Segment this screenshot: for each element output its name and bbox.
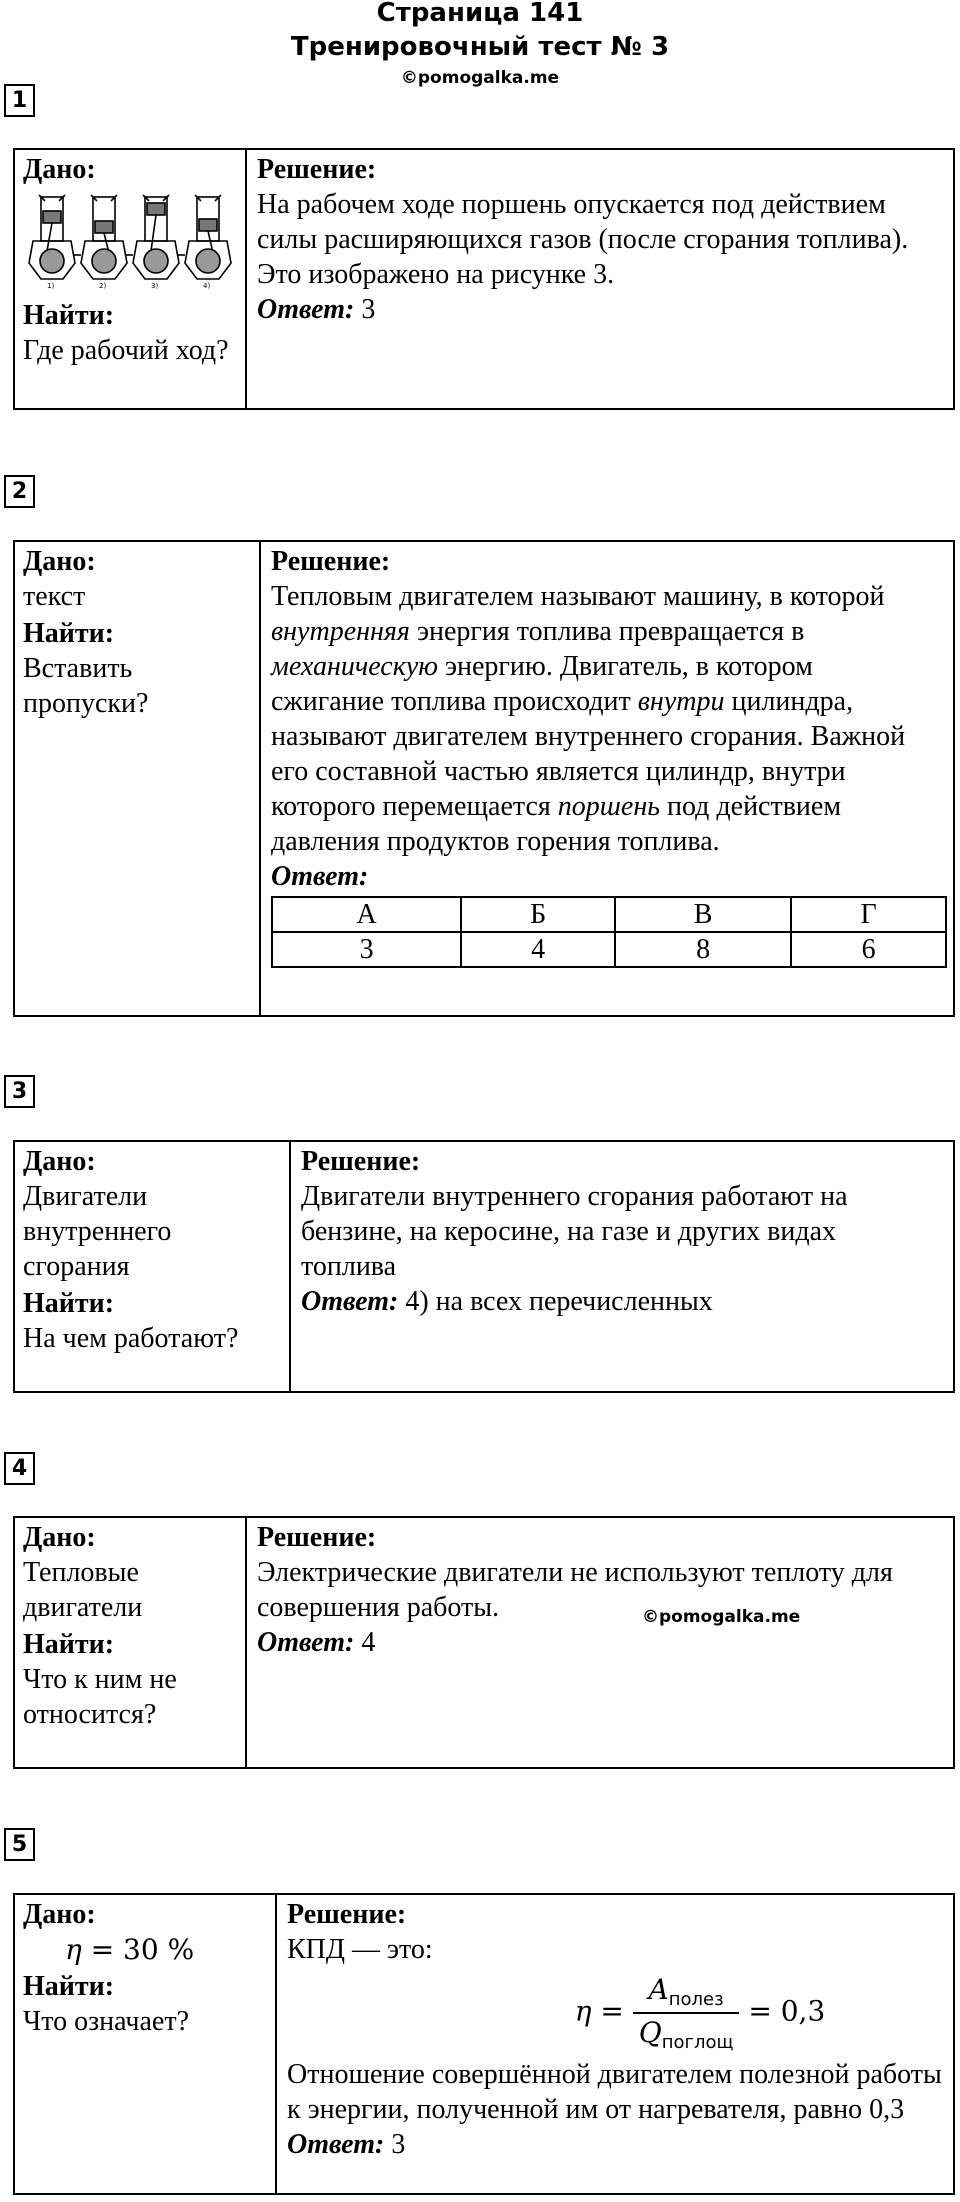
figure-label: 2)	[99, 282, 107, 289]
formula-rhs: = 0,3	[748, 1994, 826, 2028]
answer-value: 3	[361, 294, 376, 325]
given-label: Дано:	[23, 546, 96, 577]
table-cell: 4	[461, 932, 615, 967]
answer-value: 4	[361, 1627, 376, 1658]
efficiency-formula	[287, 1973, 943, 2053]
watermark: ©pomogalka.me	[400, 68, 560, 88]
formula-eq: =	[600, 1994, 624, 2028]
table-header-cell: А	[272, 897, 461, 932]
find-label: Найти:	[23, 1288, 115, 1319]
formula-lhs: η	[574, 1994, 592, 2028]
solution-column	[261, 542, 953, 1015]
answer-label: Ответ:	[257, 1627, 355, 1658]
table-header-cell: Г	[791, 897, 946, 932]
answer-label: Ответ:	[301, 1286, 399, 1317]
find-label: Найти:	[23, 618, 115, 649]
answer-line	[257, 292, 943, 327]
given-label: Дано:	[23, 1146, 96, 1177]
table-row	[272, 897, 946, 932]
solution-column	[291, 1142, 953, 1391]
solution-label: Решение:	[271, 546, 391, 577]
table-cell: 6	[791, 932, 946, 967]
find-text: Что к ним не относится?	[23, 1664, 177, 1730]
task-2-box	[13, 540, 955, 1017]
task-number: 3	[4, 1075, 35, 1108]
solution-text: На рабочем ходе поршень опускается под действием силы расширяющихся газов (после сгорания топлива). Это изображено на рисунке 3.	[257, 189, 909, 290]
answer-line	[271, 859, 943, 894]
find-text: Вставить пропуски?	[23, 653, 149, 719]
solution-column	[247, 1518, 953, 1767]
solution-label: Решение:	[257, 1522, 377, 1553]
task-number: 4	[4, 1452, 35, 1485]
solution-label: Решение:	[257, 154, 377, 185]
solution-label: Решение:	[301, 1146, 421, 1177]
find-text: На чем работают?	[23, 1323, 239, 1354]
task-number: 2	[4, 475, 35, 508]
solution-column	[277, 1895, 953, 2193]
formula-denominator-sub: поглощ	[661, 2032, 734, 2053]
answer-value: 3	[391, 2129, 406, 2160]
formula-fraction	[633, 1973, 740, 2053]
watermark: ©pomogalka.me	[642, 1607, 801, 1627]
answer-label: Ответ:	[287, 2129, 385, 2160]
given-column	[15, 1142, 291, 1391]
given-column	[15, 150, 247, 408]
answer-value: 4) на всех перечисленных	[405, 1286, 713, 1317]
task-number: 1	[4, 84, 35, 117]
table-header-cell: В	[615, 897, 791, 932]
answer-line	[287, 2127, 943, 2162]
find-label: Найти:	[23, 1629, 115, 1660]
find-text: Где рабочий ход?	[23, 335, 229, 366]
formula-denominator: Q	[638, 2016, 662, 2049]
answer-line	[301, 1284, 943, 1319]
solution-text: Отношение совершённой двигателем полезной работы к энергии, полученной им от нагревателя, равно 0,3	[287, 2059, 942, 2125]
solution-intro: КПД — это:	[287, 1934, 433, 1965]
find-text: Что означает?	[23, 2006, 190, 2037]
solution-column	[247, 150, 953, 408]
page-subtitle: Тренировочный тест № 3	[290, 32, 670, 62]
table-row	[272, 932, 946, 967]
solution-label: Решение:	[287, 1899, 407, 1930]
answer-label: Ответ:	[257, 294, 355, 325]
given-label: Дано:	[23, 1522, 96, 1553]
answer-label: Ответ:	[271, 861, 369, 892]
given-text: Двигатели внутреннего сгорания	[23, 1181, 172, 1282]
table-cell: 3	[272, 932, 461, 967]
answer-table	[271, 896, 947, 968]
task-3-box	[13, 1140, 955, 1393]
formula-numerator: A	[648, 1973, 669, 2006]
given-column	[15, 1895, 277, 2193]
given-column	[15, 542, 261, 1015]
page-title: Страница 141	[376, 0, 584, 28]
given-column	[15, 1518, 247, 1767]
find-label: Найти:	[23, 300, 115, 331]
engine-strokes-figure	[23, 193, 233, 289]
given-formula	[23, 1932, 267, 1967]
table-header-cell: Б	[461, 897, 615, 932]
task-number: 5	[4, 1828, 35, 1861]
given-text: Тепловые двигатели	[23, 1557, 143, 1623]
given-label: Дано:	[23, 154, 96, 185]
task-4-box	[13, 1516, 955, 1769]
eta-symbol: η	[65, 1933, 82, 1966]
task-1-box	[13, 148, 955, 410]
given-label: Дано:	[23, 1899, 96, 1930]
table-cell: 8	[615, 932, 791, 967]
find-label: Найти:	[23, 1971, 115, 2002]
figure-label: 3)	[151, 282, 159, 289]
task-5-box	[13, 1893, 955, 2195]
figure-label: 4)	[203, 282, 211, 289]
given-text: текст	[23, 581, 86, 612]
figure-label: 1)	[47, 282, 55, 289]
solution-text: Тепловым двигателем называют машину, в которой внутренняя энергия топлива превращается в механическую энергию. Двигатель, в котором сжигание топлива происходит внутри цилиндра, называют двигателем внутреннего сгорания. Важной его составной частью является цилиндр, внутри которого перемещается поршень под действием давления продуктов горения топлива.	[271, 581, 906, 857]
solution-text: Электрические двигатели не используют теплоту для совершения работы.	[257, 1557, 893, 1623]
formula-numerator-sub: полез	[668, 1989, 724, 2010]
given-value: = 30 %	[90, 1933, 195, 1966]
solution-text: Двигатели внутреннего сгорания работают на бензине, на керосине, на газе и других видах топлива	[301, 1181, 848, 1282]
answer-line	[257, 1625, 943, 1660]
